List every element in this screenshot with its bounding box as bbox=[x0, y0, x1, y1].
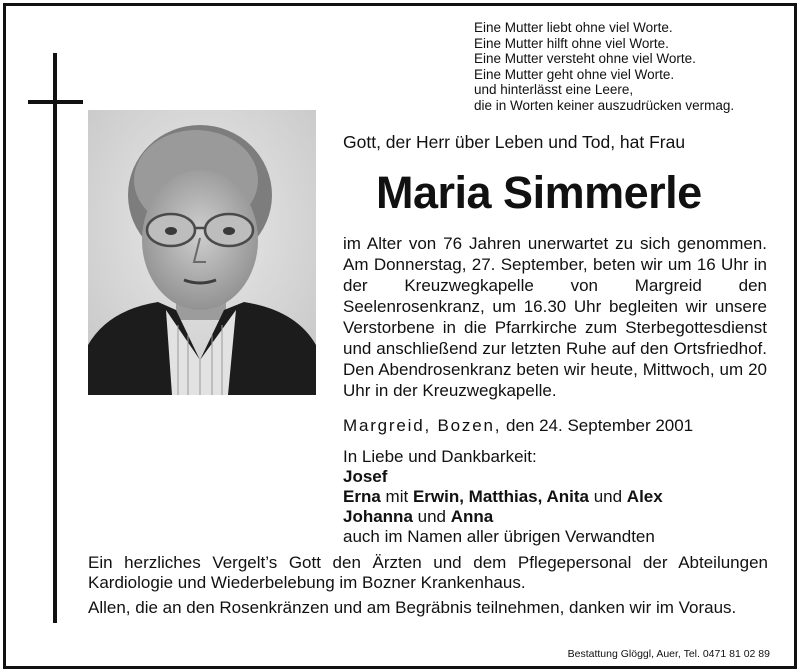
dateline bbox=[343, 416, 693, 436]
connector: und bbox=[417, 507, 447, 526]
dateline-places: Margreid, Bozen, bbox=[343, 416, 502, 435]
mourner-line bbox=[343, 487, 663, 507]
poem-line: Eine Mutter hilft ohne viel Worte. bbox=[474, 35, 669, 51]
mourner-name: Erwin, Matthias, Anita bbox=[412, 487, 589, 506]
mourner-line bbox=[343, 507, 663, 527]
mourner-line: Josef bbox=[343, 467, 388, 486]
deceased-name: Maria Simmerle bbox=[376, 167, 702, 218]
portrait-photo bbox=[88, 110, 316, 395]
thanks-paragraph: Ein herzliches Vergelt’s Gott den Ärzten und dem Pflegepersonal der Abteilungen Kardiologie und Wiederbelebung im Bozner Krankenhaus. bbox=[88, 553, 768, 592]
mourner-line: auch im Namen aller übrigen Verwandten bbox=[343, 527, 655, 546]
poem-line: Eine Mutter geht ohne viel Worte. bbox=[474, 66, 675, 82]
cross-bar bbox=[28, 100, 83, 104]
poem-line: die in Worten keiner auszudrücken vermag. bbox=[474, 97, 735, 113]
poem-line: Eine Mutter versteht ohne viel Worte. bbox=[474, 51, 696, 67]
poem bbox=[474, 20, 734, 114]
mourner-name: Alex bbox=[626, 487, 663, 506]
mourners-heading: In Liebe und Dankbarkeit: bbox=[343, 447, 537, 466]
mourner-name: Erna bbox=[343, 487, 381, 506]
dateline-date: den 24. September 2001 bbox=[506, 416, 694, 435]
portrait-image bbox=[88, 110, 316, 395]
cross-icon bbox=[53, 53, 57, 623]
mourner-name: Johanna bbox=[343, 507, 413, 526]
mourner-name: Anna bbox=[450, 507, 494, 526]
footer-thanks bbox=[88, 553, 768, 623]
poem-line: Eine Mutter liebt ohne viel Worte. bbox=[474, 20, 673, 35]
funeral-details: im Alter von 76 Jahren unerwartet zu sich genommen. Am Donnerstag, 27. September, beten wir um 16 Uhr in der Kreuzwegkapelle von Margreid den Seelenrosenkranz, um 16.30 Uhr begleiten wir unsere Verstorbene in die Pfarrkirche zum Sterbegottesdienst und anschließend zur letzten Ruhe auf den Ortsfriedhof. Den Abendrosenkranz beten wir heute, Mittwoch, um 20 Uhr in der Kreuzwegkapelle. bbox=[343, 234, 767, 400]
mourners-block bbox=[343, 447, 663, 547]
funeral-home-imprint: Bestattung Glöggl, Auer, Tel. 0471 81 02 89 bbox=[567, 648, 770, 660]
connector: und bbox=[593, 487, 623, 506]
connector: mit bbox=[385, 487, 409, 506]
thanks-paragraph: Allen, die an den Rosenkränzen und am Begräbnis teilnehmen, danken wir im Voraus. bbox=[88, 598, 737, 617]
intro-text: Gott, der Herr über Leben und Tod, hat Frau bbox=[343, 132, 686, 152]
poem-line: und hinterlässt eine Leere, bbox=[474, 82, 634, 98]
